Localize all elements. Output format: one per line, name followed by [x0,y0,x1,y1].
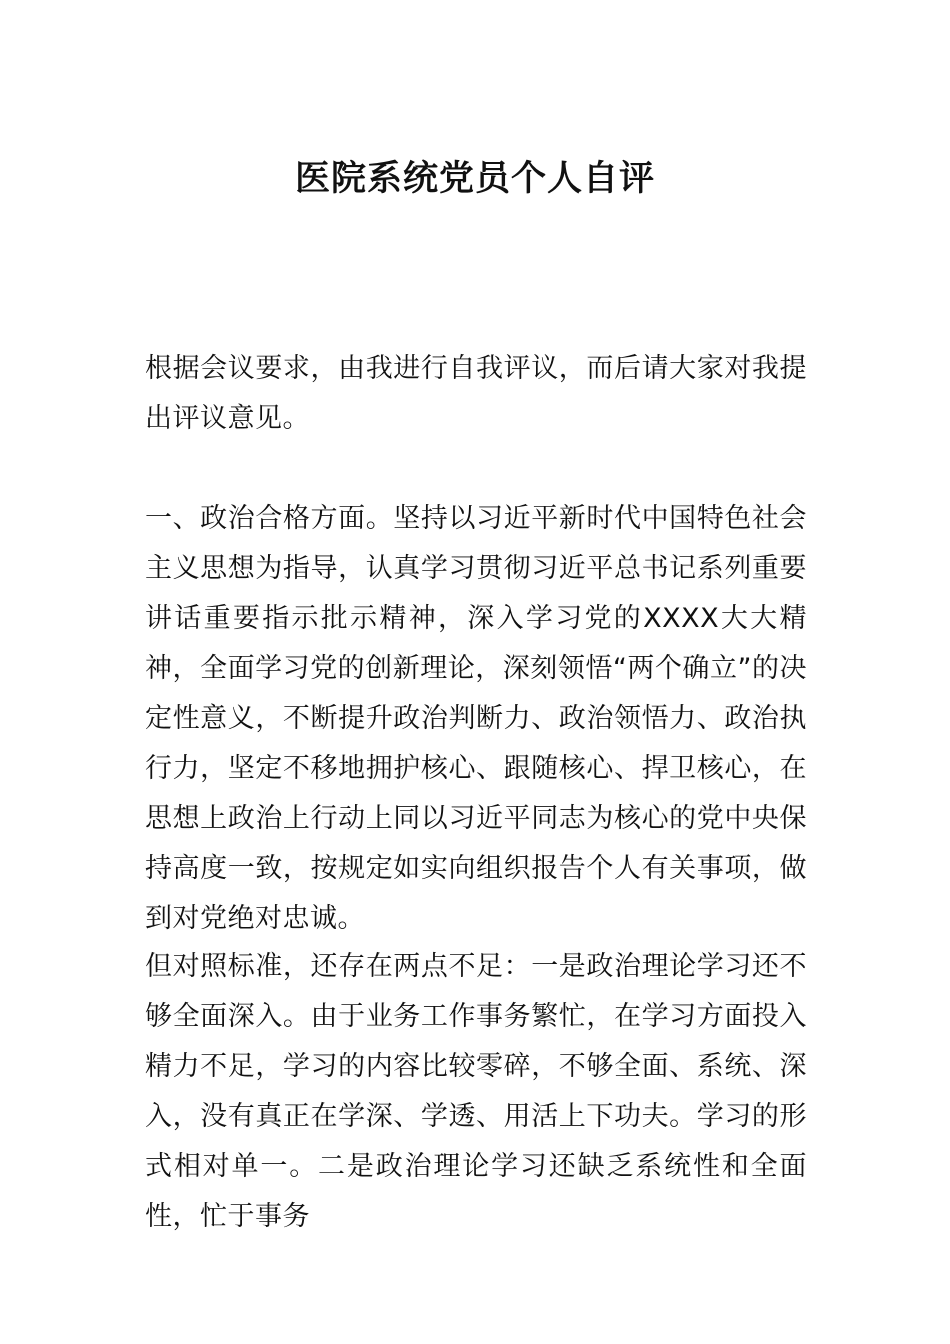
paragraph-intro: 根据会议要求，由我进行自我评议，而后请大家对我提出评议意见。 [145,353,807,434]
paragraph-political-qualification: 一、政治合格方面。坚持以习近平新时代中国特色社会主义思想为指导，认真学习贯彻习近平总书记系列重要讲话重要指示批示精神，深入学习党的XXXX大大精神，全面学习党的创新理论，深刻领悟“两个确立”的决定性意义，不断提升政治判断力、政治领悟力、政治执行力，坚定不移地拥护核心、跟随核心、捍卫核心，在思想上政治上行动上同以习近平同志为核心的党中央保持高度一致，按规定如实向组织报告个人有关事项，做到对党绝对忠诚。 [145,503,807,934]
document-title: 医院系统党员个人自评 [294,159,655,199]
paragraph-shortcomings: 但对照标准，还存在两点不足：一是政治理论学习还不够全面深入。由于业务工作事务繁忙，在学习方面投入精力不足，学习的内容比较零碎，不够全面、系统、深入，没有真正在学深、学透、用活上下功夫。学习的形式相对单一。二是政治理论学习还缺乏系统性和全面性，忙于事务 [145,951,807,1232]
